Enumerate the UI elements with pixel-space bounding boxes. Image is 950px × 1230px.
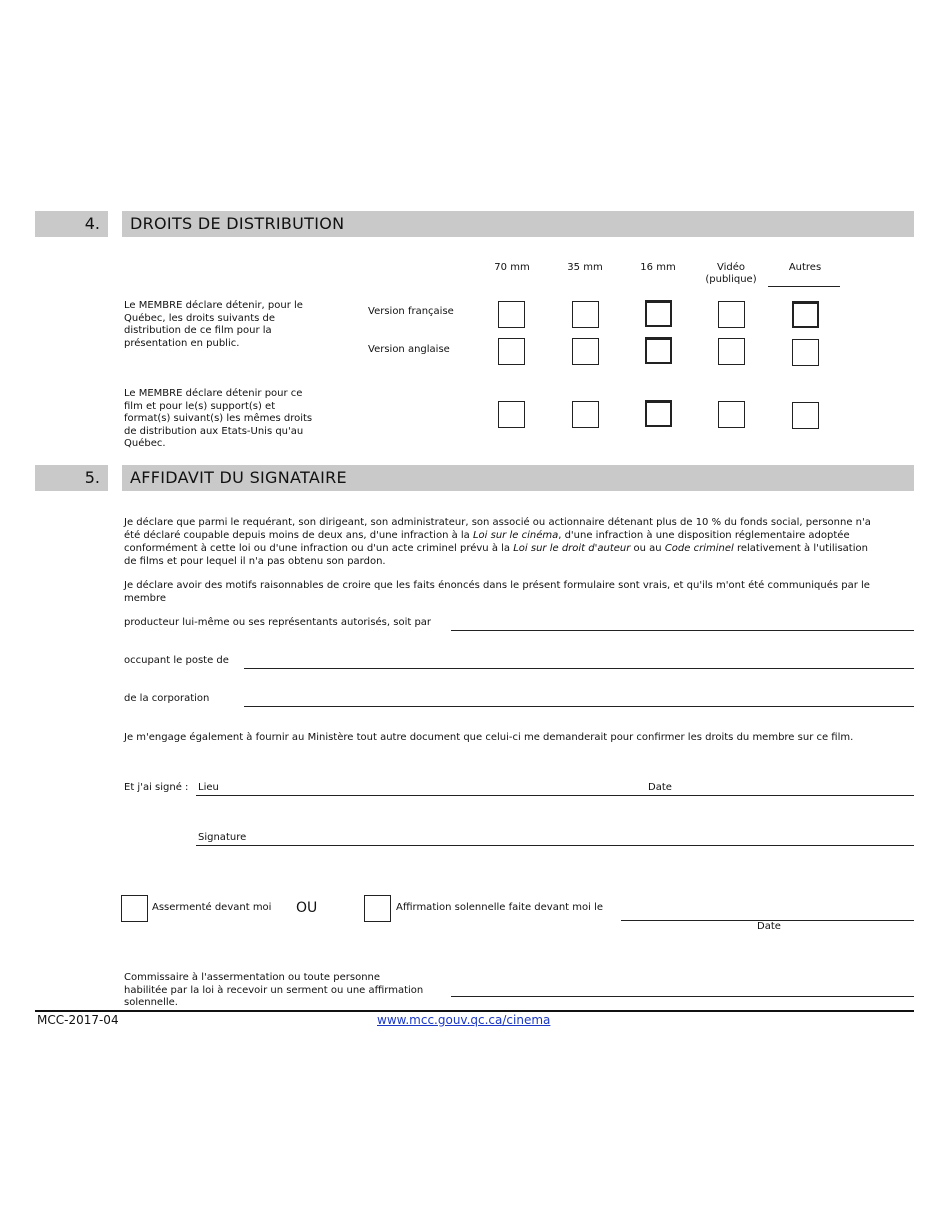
section-5-number: 5.: [35, 465, 108, 491]
section-4-number: 4.: [35, 211, 108, 237]
footer-rule: [35, 1010, 914, 1012]
signature-label: Signature: [198, 832, 247, 843]
checkbox-fr-16mm[interactable]: [645, 300, 672, 327]
affirmation-checkbox[interactable]: [364, 895, 391, 922]
column-autres: Autres: [788, 262, 822, 273]
checkbox-en-autres[interactable]: [792, 339, 819, 366]
affidavit-paragraph-2: Je déclare avoir des motifs raisonnables de croire que les faits énoncés dans le présent formulaire sont vrais, et qu'ils m'ont été communiqués par le membre: [124, 580, 870, 604]
column-35mm: 35 mm: [567, 262, 603, 273]
form-code: MCC-2017-04: [37, 1013, 119, 1027]
autres-underline: [768, 286, 840, 287]
affirmation-label: Affirmation solennelle faite devant moi le: [396, 902, 604, 913]
checkbox-us-autres[interactable]: [792, 402, 819, 429]
checkbox-us-35mm[interactable]: [572, 401, 599, 428]
position-input-line[interactable]: [244, 668, 914, 669]
section-5-title: AFFIDAVIT DU SIGNATAIRE: [122, 465, 914, 491]
position-label: occupant le poste de: [124, 655, 229, 666]
checkbox-us-16mm[interactable]: [645, 400, 672, 427]
checkbox-en-video[interactable]: [718, 338, 745, 365]
checkbox-us-video[interactable]: [718, 401, 745, 428]
signed-label: Et j'ai signé :: [124, 782, 189, 793]
commissioner-signature-line[interactable]: [451, 996, 914, 997]
checkbox-en-70mm[interactable]: [498, 338, 525, 365]
section-4-title: DROITS DE DISTRIBUTION: [122, 211, 914, 237]
checkbox-fr-video[interactable]: [718, 301, 745, 328]
website-link[interactable]: www.mcc.gouv.qc.ca/cinema: [377, 1013, 551, 1027]
corporation-label: de la corporation: [124, 693, 210, 704]
corporation-input-line[interactable]: [244, 706, 914, 707]
producer-label: producteur lui-même ou ses représentants autorisés, soit par: [124, 617, 432, 628]
checkbox-en-35mm[interactable]: [572, 338, 599, 365]
checkbox-us-70mm[interactable]: [498, 401, 525, 428]
declaration-quebec: Le MEMBRE déclare détenir, pour le Québec, les droits suivants de distribution de ce film pour la présentation en public.: [124, 300, 303, 349]
place-date-input-line[interactable]: [196, 795, 914, 796]
checkbox-fr-35mm[interactable]: [572, 301, 599, 328]
sworn-checkbox[interactable]: [121, 895, 148, 922]
producer-input-line[interactable]: [451, 630, 914, 631]
declaration-us: Le MEMBRE déclare détenir pour ce film et pour le(s) support(s) et format(s) suivant(s) les mêmes droits de distribution aux Etats-Unis qu'au Québec.: [124, 388, 313, 449]
row-label-version-francaise: Version française: [368, 306, 454, 317]
sworn-label: Assermenté devant moi: [152, 902, 272, 913]
place-label: Lieu: [198, 782, 219, 793]
affidavit-paragraph-3: Je m'engage également à fournir au Ministère tout autre document que celui-ci me demanderait pour confirmer les droits du membre sur ce film.: [124, 732, 854, 743]
affidavit-paragraph-1: Je déclare que parmi le requérant, son dirigeant, son administrateur, son associé ou actionnaire détenant plus de 10 % du fonds social, personne n'a été déclaré coupable depuis moins de deux ans, d'une infraction à la Loi sur le cinéma, d'une infraction à une disposition réglementaire adoptée conformément à cette loi ou d'une infraction ou d'un acte criminel prévu à la Loi sur le droit d'auteur ou au Code criminel relativement à l'utilisation de films et pour lequel il n'a pas obtenu son pardon.: [124, 517, 871, 567]
checkbox-fr-autres[interactable]: [792, 301, 819, 328]
column-16mm: 16 mm: [640, 262, 676, 273]
signature-input-line[interactable]: [196, 845, 914, 846]
or-label: OU: [296, 900, 318, 916]
row-label-version-anglaise: Version anglaise: [368, 344, 450, 355]
affirmation-date-label: Date: [757, 921, 781, 932]
date-label: Date: [648, 782, 672, 793]
column-70mm: 70 mm: [494, 262, 530, 273]
commissioner-label: Commissaire à l'assermentation ou toute personne habilitée par la loi à recevoir un serment ou une affirmation solennelle.: [124, 972, 424, 1008]
column-video: Vidéo (publique): [705, 262, 757, 285]
checkbox-fr-70mm[interactable]: [498, 301, 525, 328]
checkbox-en-16mm[interactable]: [645, 337, 672, 364]
